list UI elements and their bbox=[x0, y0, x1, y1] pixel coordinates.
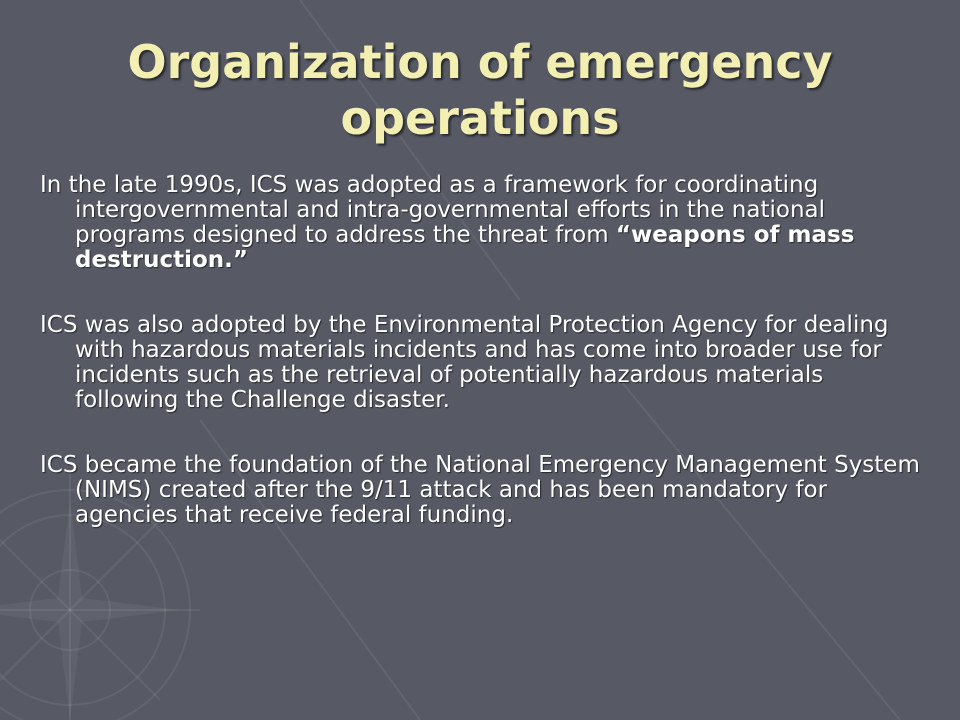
paragraph-3-text: ICS became the foundation of the National Emergency Management System (NIMS) created after the 9/11 attack and has been mandatory for agencies that receive federal funding. bbox=[40, 452, 920, 528]
title-line-1: Organization of emergency bbox=[127, 35, 833, 89]
paragraph-1-emphasis: “weapons of mass destruction.” bbox=[75, 222, 855, 273]
paragraph-2 bbox=[40, 313, 920, 413]
title-line-2: operations bbox=[340, 91, 620, 145]
slide-body bbox=[40, 173, 920, 568]
paragraph-1 bbox=[40, 173, 920, 273]
paragraph-3 bbox=[40, 453, 920, 528]
paragraph-2-text: ICS was also adopted by the Environmental Protection Agency for dealing with hazardous materials incidents and has come into broader use for incidents such as the retrieval of potentially hazardous materials following the Challenge disaster. bbox=[40, 312, 889, 413]
slide-title bbox=[0, 34, 960, 146]
paragraph-1-text: In the late 1990s, ICS was adopted as a framework for coordinating intergovernmental and intra-governmental efforts in the national programs designed to address the threat from bbox=[40, 172, 826, 248]
